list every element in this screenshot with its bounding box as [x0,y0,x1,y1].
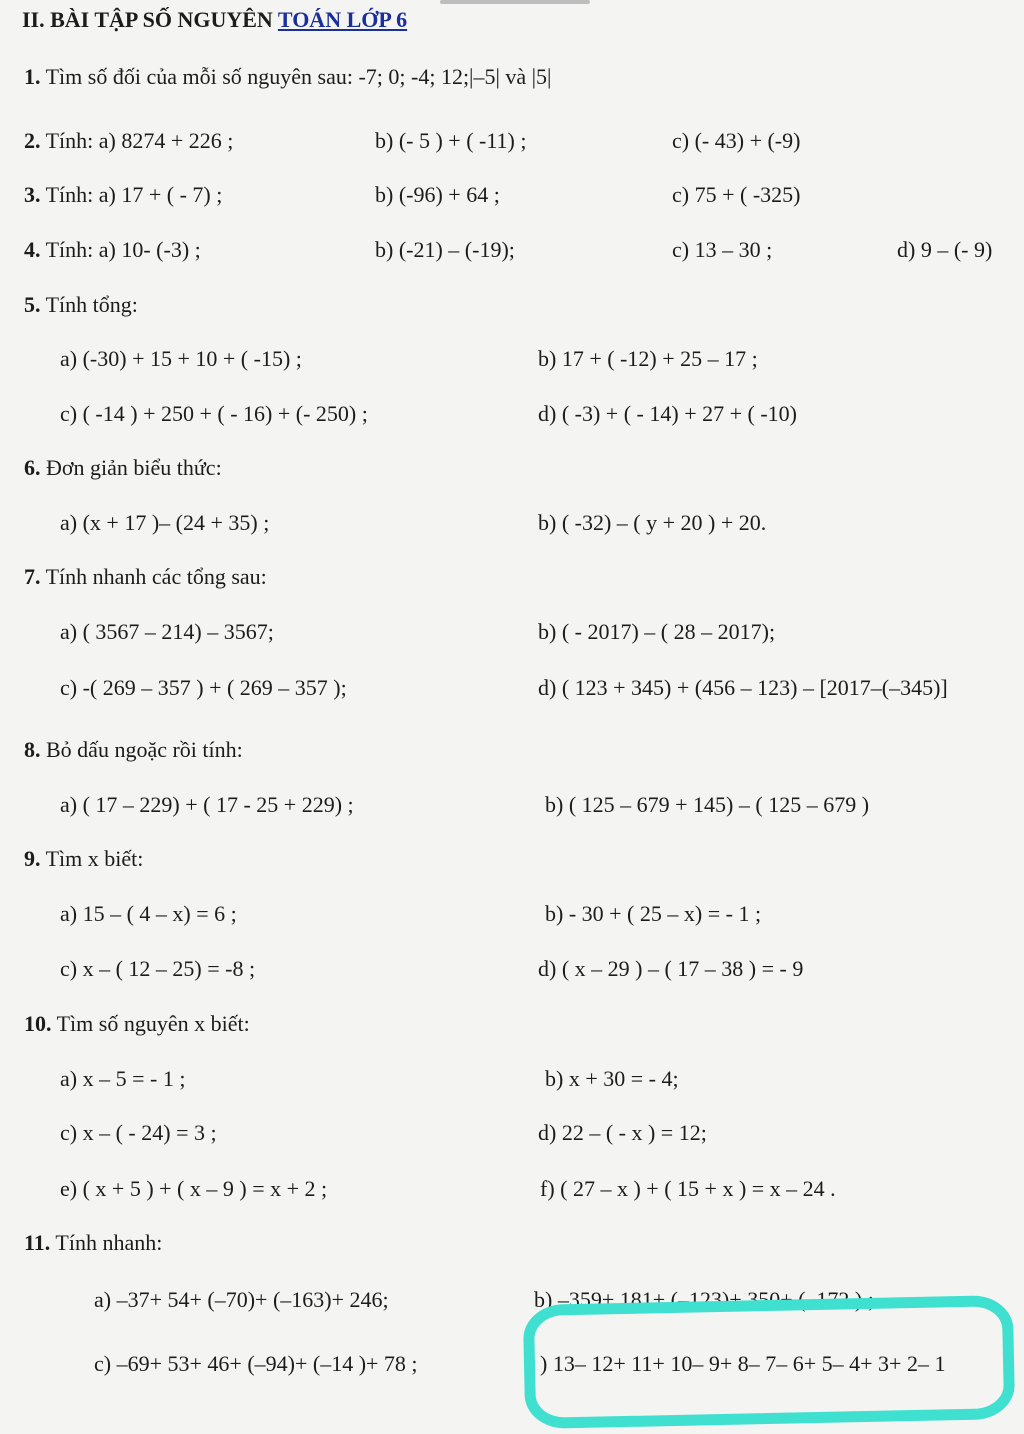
section-title [22,6,407,34]
q8-b: b) ( 125 – 679 + 145) – ( 125 – 679 ) [545,792,870,817]
q10-e: e) ( x + 5 ) + ( x – 9 ) = x + 2 ; [60,1176,328,1201]
q7-c: c) -( 269 – 357 ) + ( 269 – 357 ); [60,675,347,700]
q5-c: c) ( -14 ) + 250 + ( - 16) + (- 250) ; [60,401,368,426]
q10-text: Tìm số nguyên x biết: [51,1011,250,1036]
q9-text: Tìm x biết: [40,846,144,871]
q8-text: Bỏ dấu ngoặc rồi tính: [40,737,243,762]
q5-number: 5. [24,292,41,317]
q7-number: 7. [24,564,41,589]
q11-b: b) –359+ 181+ (–123)+ 350+ (–172 ) ; [534,1287,874,1312]
q6-number: 6. [24,455,41,480]
q9-number: 9. [24,846,41,871]
q3-a [24,181,222,209]
q5-b: b) 17 + ( -12) + 25 – 17 ; [538,346,758,371]
q7-a: a) ( 3567 – 214) – 3567; [60,619,274,644]
title-link[interactable]: TOÁN LỚP 6 [277,7,408,32]
q5-text: Tính tổng: [40,292,138,317]
title-text: II. BÀI TẬP SỐ NGUYÊN [22,7,278,32]
q1 [24,63,551,91]
q2-lead: Tính: a) 8274 + 226 ; [40,128,234,153]
q11-c: c) –69+ 53+ 46+ (–94)+ (–14 )+ 78 ; [94,1351,418,1376]
top-shadow [440,0,590,4]
q7-text: Tính nhanh các tổng sau: [40,564,267,589]
q3-c: c) 75 + ( -325) [672,182,801,207]
q2-b: b) (- 5 ) + ( -11) ; [375,128,527,153]
q4-number: 4. [24,237,41,262]
q9 [24,845,143,873]
q6 [24,454,222,482]
q5-d: d) ( -3) + ( - 14) + 27 + ( -10) [538,401,797,426]
q6-b: b) ( -32) – ( y + 20 ) + 20. [538,510,767,535]
q3-number: 3. [24,182,41,207]
q1-text: Tìm số đối của mỗi số nguyên sau: -7; 0; -4; 12;|–5| và |5| [40,64,552,89]
q11 [24,1229,162,1257]
q5-a: a) (-30) + 15 + 10 + ( -15) ; [60,346,302,371]
q8-a: a) ( 17 – 229) + ( 17 - 25 + 229) ; [60,792,354,817]
q4-b: b) (-21) – (-19); [375,237,515,262]
q6-a: a) (x + 17 )– (24 + 35) ; [60,510,270,535]
q10-c: c) x – ( - 24) = 3 ; [60,1120,217,1145]
q3-lead: Tính: a) 17 + ( - 7) ; [40,182,223,207]
q9-c: c) x – ( 12 – 25) = -8 ; [60,956,256,981]
q7 [24,563,267,591]
q6-text: Đơn giản biểu thức: [40,455,222,480]
q10-f: f) ( 27 – x ) + ( 15 + x ) = x – 24 . [540,1176,836,1201]
q11-text: Tính nhanh: [50,1230,163,1255]
q9-d: d) ( x – 29 ) – ( 17 – 38 ) = - 9 [538,956,804,981]
q10-a: a) x – 5 = - 1 ; [60,1066,186,1091]
q8 [24,736,243,764]
q7-b: b) ( - 2017) – ( 28 – 2017); [538,619,776,644]
q10-b: b) x + 30 = - 4; [545,1066,679,1091]
q2-c: c) (- 43) + (-9) [672,128,801,153]
q7-d: d) ( 123 + 345) + (456 – 123) – [2017–(–345)] [538,675,948,700]
q4-c: c) 13 – 30 ; [672,237,773,262]
q5 [24,291,138,319]
q11-d: ) 13– 12+ 11+ 10– 9+ 8– 7– 6+ 5– 4+ 3+ 2– 1 [540,1351,946,1376]
q4-d: d) 9 – (- 9) [897,237,993,262]
q4-lead: Tính: a) 10- (-3) ; [40,237,201,262]
q10 [24,1010,250,1038]
q11-number: 11. [24,1230,51,1255]
q10-number: 10. [24,1011,52,1036]
highlight-circle [523,1295,1015,1429]
q8-number: 8. [24,737,41,762]
q3-b: b) (-96) + 64 ; [375,182,500,207]
q9-b: b) - 30 + ( 25 – x) = - 1 ; [545,901,762,926]
q2-a [24,127,233,155]
q11-a: a) –37+ 54+ (–70)+ (–163)+ 246; [94,1287,389,1312]
q2-number: 2. [24,128,41,153]
q10-d: d) 22 – ( - x ) = 12; [538,1120,707,1145]
q1-number: 1. [24,64,41,89]
q4-a [24,236,201,264]
q9-a: a) 15 – ( 4 – x) = 6 ; [60,901,237,926]
